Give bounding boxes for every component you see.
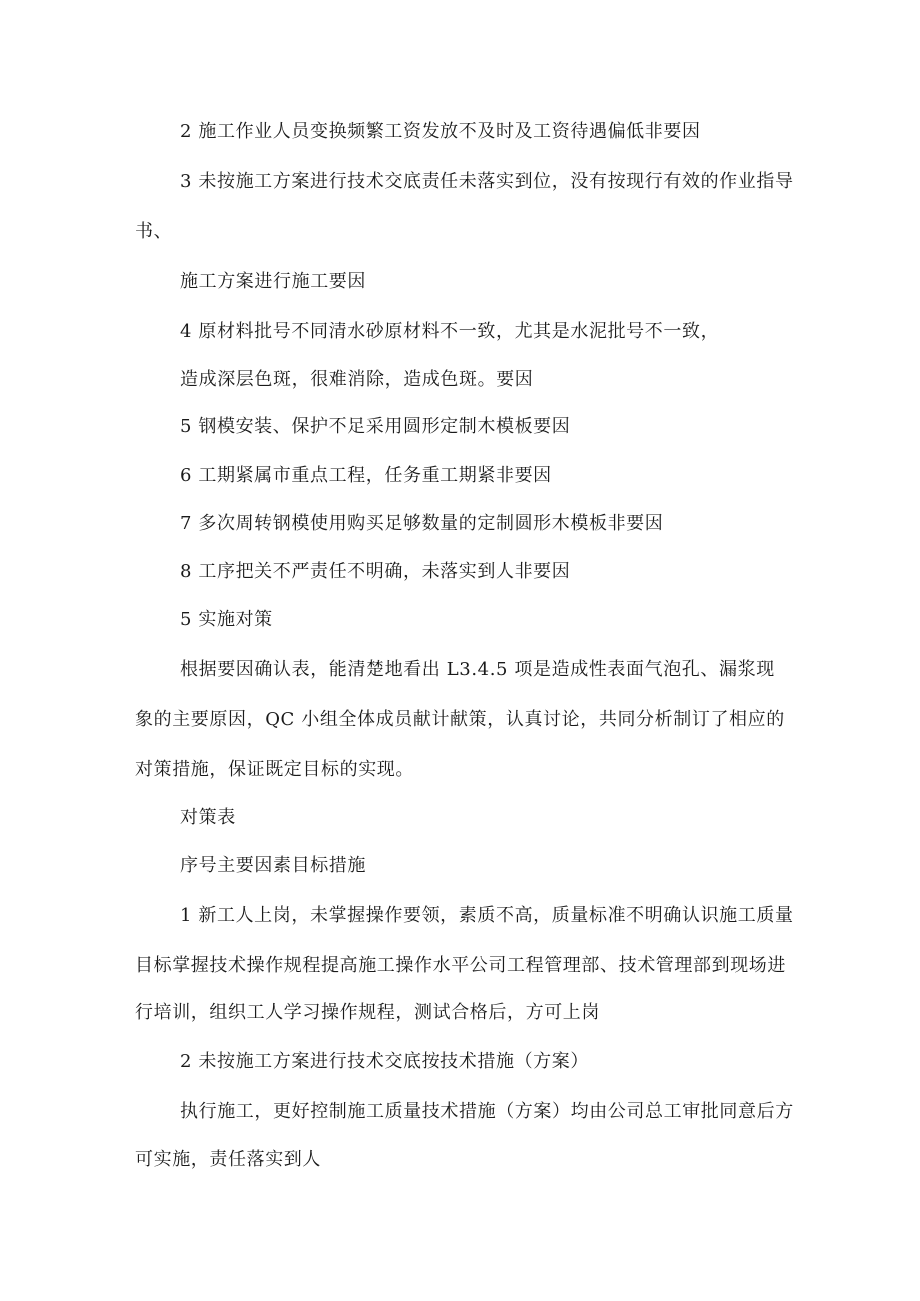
table-caption: 对策表 [180,807,236,828]
paragraph-line: 造成深层色斑，很难消除，造成色斑。要因 [180,369,534,390]
paragraph-line: 1 新工人上岗，未掌握操作要领，素质不高，质量标准不明确认识施工质量 [180,905,794,926]
paragraph-line: 7 多次周转钢模使用购买足够数量的定制圆形木模板非要因 [180,513,664,534]
paragraph-line: 根据要因确认表，能清楚地看出 L3.4.5 项是造成性表面气泡孔、漏浆现 [180,659,775,680]
paragraph-line: 行培训，组织工人学习操作规程，测试合格后，方可上岗 [135,1002,600,1023]
paragraph-line: 4 原材料批号不同清水砂原材料不一致，尤其是水泥批号不一致， [180,321,720,342]
paragraph-line: 2 未按施工方案进行技术交底按技术措施（方案） [180,1051,589,1072]
paragraph-line: 书、 [135,221,173,242]
paragraph-line: 目标掌握技术操作规程提高施工操作水平公司工程管理部、技术管理部到现场进 [135,955,786,976]
paragraph-line: 可实施，责任落实到人 [135,1149,321,1170]
paragraph-line: 6 工期紧属市重点工程，任务重工期紧非要因 [180,465,552,486]
table-header: 序号主要因素目标措施 [180,855,366,876]
paragraph-line: 8 工序把关不严责任不明确，未落实到人非要因 [180,561,571,582]
paragraph-line: 施工方案进行施工要因 [180,271,366,292]
section-heading: 5 实施对策 [180,609,273,630]
paragraph-line: 5 钢模安装、保护不足采用圆形定制木模板要因 [180,416,571,437]
paragraph-line: 象的主要原因，QC 小组全体成员献计献策，认真讨论，共同分析制订了相应的 [135,709,785,730]
paragraph-line: 3 未按施工方案进行技术交底责任未落实到位，没有按现行有效的作业指导 [180,171,794,192]
paragraph-line: 执行施工，更好控制施工质量技术措施（方案）均由公司总工审批同意后方 [180,1101,794,1122]
paragraph-line: 2 施工作业人员变换频繁工资发放不及时及工资待遇偏低非要因 [180,121,701,142]
paragraph-line: 对策措施，保证既定目标的实现。 [135,759,414,780]
